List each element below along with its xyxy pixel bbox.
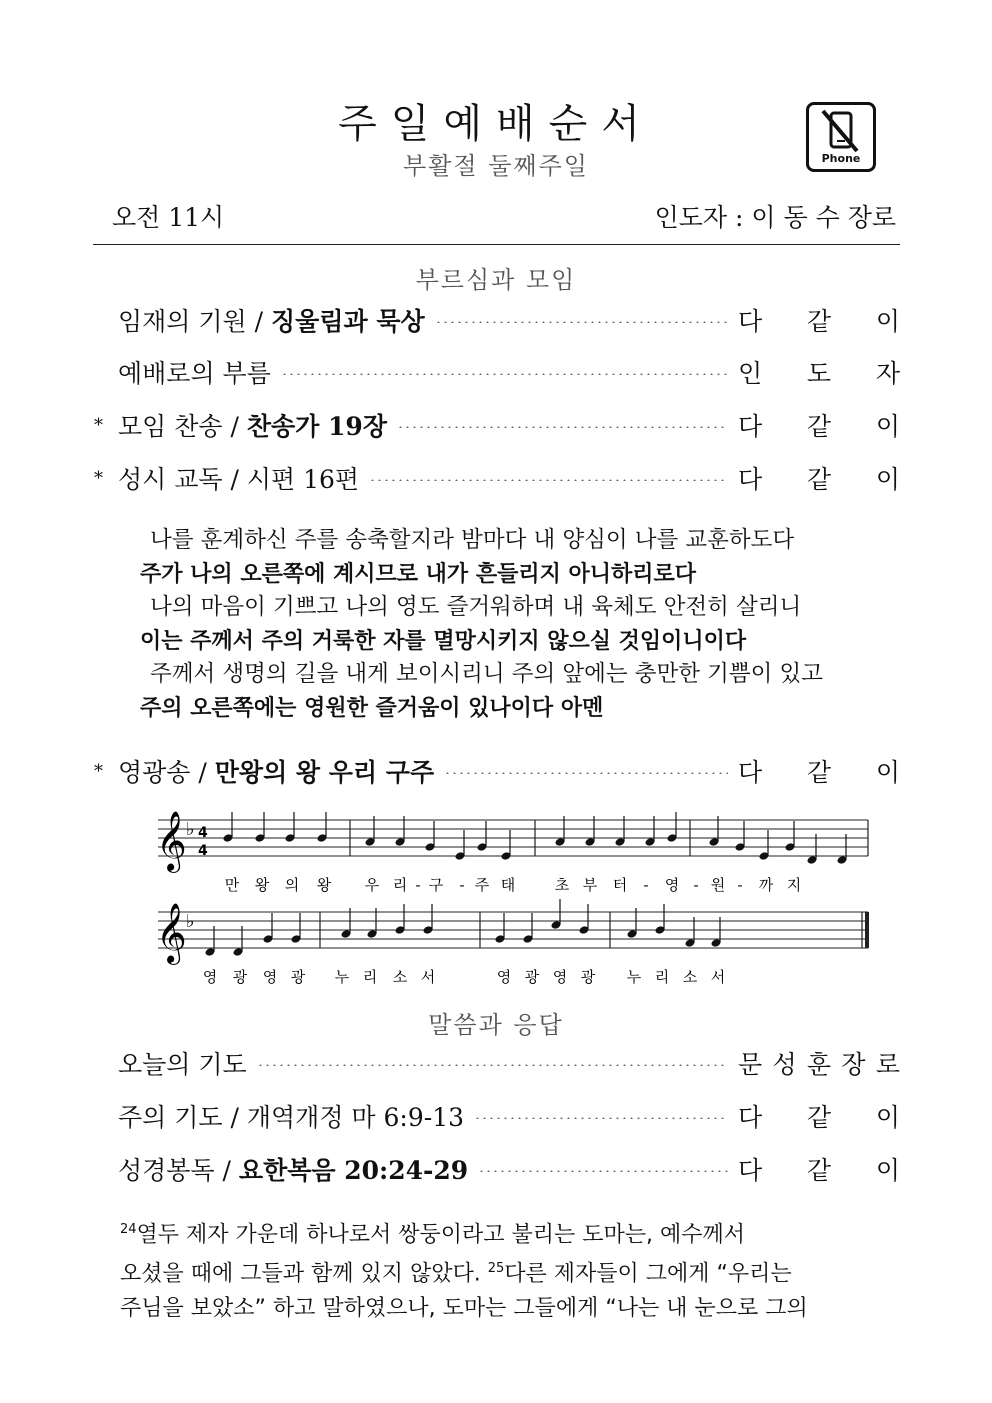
- item-participant: 다 같 이: [738, 758, 900, 787]
- lyric-syllable: 리: [392, 876, 408, 894]
- staff-lines-2: [158, 912, 868, 948]
- order-item-lords-prayer: [94, 1096, 900, 1136]
- item-participant: 다 같 이: [738, 465, 900, 494]
- lyric-syllable: 초: [554, 876, 570, 894]
- standing-mark: *: [94, 760, 103, 782]
- lyric-syllable: 누: [626, 968, 642, 986]
- item-label: 모임 찬송 /: [118, 412, 247, 441]
- section-heading-gathering: 부르심과 모임: [415, 266, 577, 294]
- leader-dots: [478, 1170, 728, 1172]
- leader-dots: [397, 426, 728, 428]
- lyric-syllable: 원: [710, 876, 726, 894]
- flat-icon: ♭: [186, 911, 195, 932]
- treble-clef-icon: 𝄞: [156, 811, 187, 871]
- item-participant: 인 도 자: [738, 359, 900, 388]
- lyric-syllable: -: [693, 876, 699, 894]
- scripture-line: $^{24}$열두 제자 가운데 하나로서 쌍둥이라고 불리는 도마는, 예수께서: [120, 1222, 746, 1248]
- lyric-syllable: 누: [334, 968, 350, 986]
- leader-name: 이 동 수 장로: [751, 203, 896, 232]
- item-label: 주의 기도 / 개역개정 마 6:9-13: [118, 1103, 465, 1132]
- verse-number: 25: [487, 1261, 505, 1277]
- treble-clef-icon: 𝄞: [156, 903, 187, 963]
- item-participant: 문 성 훈 장 로: [738, 1050, 900, 1079]
- leader-dots: [369, 479, 728, 481]
- lyric-syllable: 왕: [254, 876, 270, 894]
- order-item-call-to-worship: [94, 352, 900, 392]
- item-detail: 찬송가 19장: [246, 412, 387, 441]
- lyric-syllable: 서: [420, 968, 436, 986]
- order-item-prayer: [94, 1043, 900, 1083]
- lyric-syllable: 터: [612, 876, 628, 894]
- leader-line: 주께서 생명의 길을 내게 보이시리니 주의 앞에는 충만한 기쁨이 있고: [150, 661, 823, 687]
- lyrics-line-1: [225, 876, 802, 894]
- scripture-line: 오셨을 때에 그들과 함께 있지 않았다. $^{25}$다른 제자들이 그에게 “우리는: [120, 1261, 792, 1287]
- time-signature-top: 4: [198, 825, 208, 841]
- scripture-text: [120, 1213, 900, 1326]
- item-detail: 징울림과 묵상: [271, 307, 425, 336]
- item-detail: 만왕의 왕 우리 구주: [214, 758, 435, 787]
- lyric-syllable: 소: [682, 968, 698, 986]
- lyric-syllable: 리: [362, 968, 378, 986]
- response-line: 주의 오른쪽에는 영원한 즐거움이 있나이다 아멘: [140, 695, 604, 721]
- service-time: 오전 11시: [112, 203, 225, 232]
- lyric-syllable: -: [737, 876, 743, 894]
- item-participant: 다 같 이: [738, 307, 900, 336]
- leader-dots: [281, 373, 728, 375]
- item-detail: 요한복음 20:24-29: [238, 1156, 469, 1185]
- lyric-syllable: 만: [224, 876, 240, 894]
- section-heading-word: 말씀과 응답: [428, 1011, 564, 1039]
- lyric-syllable: 영: [552, 968, 568, 986]
- lyric-syllable: 광: [580, 968, 596, 986]
- lyric-syllable: 영: [664, 876, 680, 894]
- response-line: 주가 나의 오른쪽에 계시므로 내가 흔들리지 아니하리로다: [140, 561, 697, 587]
- lyric-syllable: 영: [262, 968, 278, 986]
- lyric-syllable: 우: [364, 876, 380, 894]
- item-participant: 다 같 이: [738, 412, 900, 441]
- standing-mark: *: [94, 467, 103, 489]
- response-line: 이는 주께서 주의 거룩한 자를 멸망시키지 않으실 것임이니이다: [140, 628, 747, 654]
- order-item-invocation: [94, 300, 900, 340]
- item-label: 임재의 기원 /: [118, 307, 272, 336]
- lyric-syllable: 태: [500, 876, 516, 894]
- item-label: 예배로의 부름: [118, 359, 271, 388]
- verse-number: 24: [120, 1222, 137, 1237]
- standing-mark: *: [94, 414, 103, 436]
- lyric-syllable: 광: [290, 968, 306, 986]
- leader-line: 나를 훈계하신 주를 송축할지라 밤마다 내 양심이 나를 교훈하도다: [150, 527, 795, 553]
- lyric-syllable: 영: [202, 968, 218, 986]
- lyric-syllable: 영: [496, 968, 512, 986]
- lyrics-line-2: [203, 968, 726, 986]
- lyric-syllable: 의: [284, 876, 300, 894]
- item-label: 성경봉독 /: [118, 1156, 239, 1185]
- order-item-doxology: [94, 751, 900, 791]
- order-item-responsive-reading: [94, 458, 900, 498]
- lyric-syllable: 서: [710, 968, 726, 986]
- worship-leader: [655, 198, 896, 234]
- lyric-syllable: 왕: [316, 876, 332, 894]
- lyric-syllable: 광: [232, 968, 248, 986]
- order-item-opening-hymn: [94, 405, 900, 445]
- item-label: 성시 교독 / 시편 16편: [118, 465, 360, 494]
- no-phone-icon: [806, 102, 876, 172]
- leader-dots: [474, 1117, 728, 1119]
- doxology-score: [150, 808, 880, 998]
- item-label: 영광송 /: [118, 758, 215, 787]
- lyric-syllable: 까: [758, 876, 774, 894]
- leader-dots: [435, 321, 728, 323]
- lyric-syllable: 주: [474, 876, 490, 894]
- leader-line: 나의 마음이 기쁘고 나의 영도 즐거워하며 내 육체도 안전히 살리니: [150, 594, 802, 620]
- item-participant: 다 같 이: [738, 1156, 900, 1185]
- leader-dots: [257, 1064, 728, 1066]
- time-signature-bottom: 4: [198, 843, 208, 859]
- item-participant: 다 같 이: [738, 1103, 900, 1132]
- lyric-syllable: 구: [428, 876, 444, 894]
- lyric-syllable: 지: [786, 876, 802, 894]
- lyric-syllable: -: [415, 876, 421, 894]
- order-item-scripture-reading: [94, 1149, 900, 1189]
- page-title: 주일예배순서: [338, 101, 654, 147]
- phone-label: Phone: [821, 152, 861, 165]
- flat-icon: ♭: [186, 819, 195, 840]
- lyric-syllable: 리: [654, 968, 670, 986]
- leader-dots: [444, 772, 728, 774]
- header-divider: [93, 244, 900, 245]
- lyric-syllable: 소: [392, 968, 408, 986]
- leader-label: 인도자 :: [654, 203, 744, 232]
- lyric-syllable: 광: [524, 968, 540, 986]
- lyric-syllable: -: [459, 876, 465, 894]
- scripture-line: 주님을 보았소” 하고 말하였으나, 도마는 그들에게 “나는 내 눈으로 그의: [120, 1295, 808, 1321]
- lyric-syllable: 부: [582, 876, 598, 894]
- page-subtitle: 부활절 둘째주일: [403, 152, 589, 180]
- lyric-syllable: -: [643, 876, 649, 894]
- item-label: 오늘의 기도: [118, 1050, 247, 1079]
- psalm-reading: [140, 524, 900, 725]
